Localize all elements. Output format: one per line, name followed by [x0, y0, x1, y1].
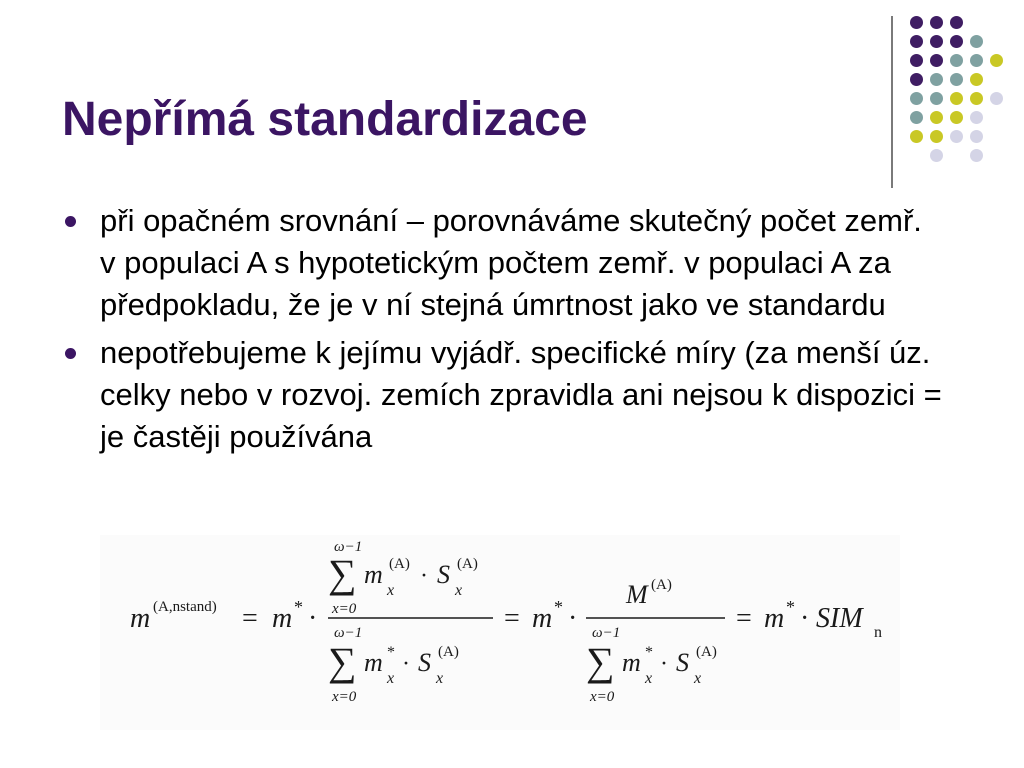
- formula-star: *: [786, 597, 795, 617]
- formula-star: *: [554, 597, 563, 617]
- formula-capital-m: M: [626, 580, 648, 609]
- decor-dot: [950, 92, 963, 105]
- decor-dot: [910, 73, 923, 86]
- decor-dot: [970, 111, 983, 124]
- formula-m-star: m: [532, 603, 553, 634]
- formula-dot-operator: ·: [402, 651, 410, 677]
- formula-dot-operator: ·: [308, 603, 318, 634]
- formula-subscript-x: x: [645, 670, 653, 687]
- formula-subscript-x: x: [387, 670, 395, 687]
- formula-subscript-x: x: [436, 670, 444, 687]
- decor-dot: [950, 16, 963, 29]
- formula-s-x: S: [676, 648, 689, 677]
- formula-superscript-a: (A): [696, 644, 717, 660]
- decor-dot: [930, 73, 943, 86]
- formula-subscript-x: x: [694, 670, 702, 687]
- bullet-text: nepotřebujeme k jejímu vyjádř. specifické míry (za menší úz. celky nebo v rozvoj. zemích zpravidla ani nejsou k dispozici = je častěji používána: [100, 335, 942, 454]
- formula-subscript-x: x: [455, 582, 463, 599]
- list-item: [64, 332, 944, 458]
- formula-subscript-x: x: [387, 582, 395, 599]
- formula-equals: =: [736, 603, 752, 634]
- list-item: [64, 200, 944, 326]
- decor-dot: [990, 92, 1003, 105]
- formula-superscript-a: (A): [389, 556, 410, 572]
- formula-dot-operator: ·: [420, 563, 428, 589]
- decor-dot: [970, 73, 983, 86]
- formula-lhs-m: m: [130, 603, 151, 634]
- formula-s-x: S: [418, 648, 431, 677]
- decor-dot: [950, 35, 963, 48]
- formula-superscript-a: (A): [457, 556, 478, 572]
- decor-dot: [950, 54, 963, 67]
- decor-dot: [910, 92, 923, 105]
- decor-dot: [930, 54, 943, 67]
- slide-title: Nepřímá standardizace: [62, 93, 588, 146]
- decor-dot: [970, 149, 983, 162]
- indirect-standardization-formula: [100, 535, 900, 730]
- decor-dot: [950, 130, 963, 143]
- sum-upper-limit: ω−1: [334, 539, 363, 555]
- decor-dot: [930, 35, 943, 48]
- decor-dot: [930, 92, 943, 105]
- sum-upper-limit: ω−1: [334, 625, 363, 641]
- decor-dot: [950, 73, 963, 86]
- decor-dot: [910, 111, 923, 124]
- formula-star: *: [387, 644, 395, 661]
- decor-dot: [970, 130, 983, 143]
- bullet-list: [64, 200, 944, 464]
- title-divider-line: [891, 16, 893, 188]
- decor-dot: [930, 149, 943, 162]
- decor-dot: [930, 16, 943, 29]
- decor-dot: [970, 35, 983, 48]
- decor-dot: [930, 130, 943, 143]
- formula-equals: =: [242, 603, 258, 634]
- formula-sim: SIM: [816, 603, 863, 634]
- bullet-text: při opačném srovnání – porovnáváme skutečný počet zemř. v populaci A s hypotetickým počtem zemř. v populaci A za předpokladu, že je v ní stejná úmrtnost jako ve standardu: [100, 203, 922, 322]
- sum-lower-limit: x=0: [332, 601, 357, 617]
- formula-equals: =: [504, 603, 520, 634]
- bullet-dot-icon: [65, 348, 76, 359]
- formula-dot-operator: ·: [568, 603, 578, 634]
- decor-dot: [950, 111, 963, 124]
- decor-dot: [910, 35, 923, 48]
- sum-lower-limit: x=0: [590, 689, 615, 705]
- bullet-dot-icon: [65, 216, 76, 227]
- decor-dot: [910, 130, 923, 143]
- formula-m-x: m: [364, 648, 383, 677]
- formula-m-star: m: [272, 603, 293, 634]
- sum-upper-limit: ω−1: [592, 625, 621, 641]
- formula-m-x: m: [364, 560, 383, 589]
- decor-dot: [990, 54, 1003, 67]
- formula-dot-operator: ·: [660, 651, 668, 677]
- decor-dot: [910, 54, 923, 67]
- formula-star: *: [645, 644, 653, 661]
- sum-symbol: ∑: [328, 551, 357, 596]
- sum-symbol: ∑: [328, 639, 357, 684]
- formula-dot-operator: ·: [800, 603, 810, 634]
- sum-lower-limit: x=0: [332, 689, 357, 705]
- formula-star: *: [294, 597, 303, 617]
- formula-superscript-a: (A): [651, 577, 672, 593]
- decor-dot: [970, 54, 983, 67]
- decor-dot: [970, 92, 983, 105]
- formula-m-star: m: [764, 603, 785, 634]
- decor-dot: [930, 111, 943, 124]
- formula-s-x: S: [437, 560, 450, 589]
- formula-m-x: m: [622, 648, 641, 677]
- sum-symbol: ∑: [586, 639, 615, 684]
- formula-lhs-superscript: (A,nstand): [153, 599, 217, 615]
- formula-sim-subscript: n: [874, 624, 882, 641]
- formula-superscript-a: (A): [438, 644, 459, 660]
- decor-dot: [910, 16, 923, 29]
